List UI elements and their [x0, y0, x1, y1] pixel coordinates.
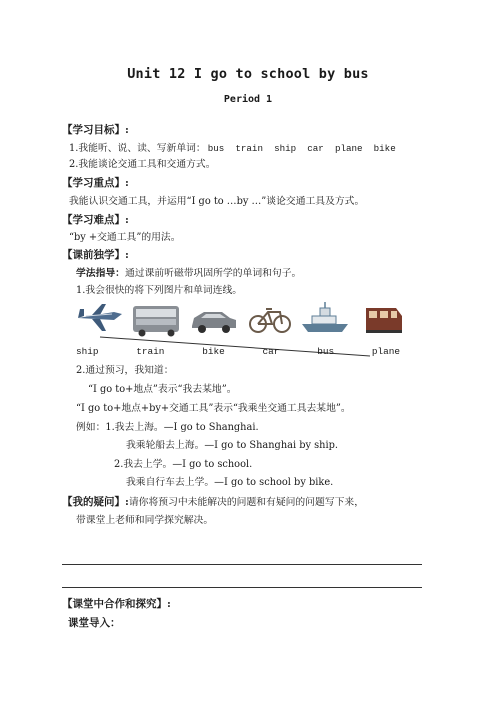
example-1b: 我乘轮船去上海。—I go to Shanghai by ship. [126, 440, 339, 451]
example-1a: 例如：1.我去上海。—I go to Shanghai. [76, 422, 259, 433]
questions-line-1 [62, 494, 364, 509]
goal-word: plane [334, 143, 363, 154]
answer-rule-1 [62, 564, 422, 565]
word-option: plane [371, 346, 400, 357]
questions-text-1: 请你将预习中未能解决的问题和有疑问的问题写下来， [128, 497, 365, 508]
page-title: Unit 12 I go to school by bus [127, 66, 369, 82]
example-2b: 我乘自行车去上学。—I go to school by bike. [126, 477, 334, 488]
goals-heading: 【学习目标】: [62, 124, 129, 136]
word-option: bike [202, 346, 225, 357]
goal-word: bus [207, 143, 225, 154]
classwork-heading: 【课堂中合作和探究】: [62, 598, 171, 610]
example-2a: 2.我去上学。—I go to school. [114, 459, 253, 470]
goal-word: ship [274, 143, 297, 154]
goal-word: car [307, 143, 324, 154]
focus-text: 我能认识交通工具，并运用“I go to …by …”谈论交通工具及方式。 [69, 196, 365, 207]
word-option: ship [76, 346, 99, 357]
difficulty-text: “by +交通工具”的用法。 [69, 232, 181, 243]
focus-heading: 【学习重点】: [62, 177, 129, 189]
answer-rule-2 [62, 587, 422, 588]
goals-line-2: 2.我能谈论交通工具和交通方式。 [69, 159, 216, 170]
questions-line-2: 带课堂上老师和同学探究解决。 [76, 515, 214, 526]
knowledge-2: “I go to+地点+by+交通工具”表示“我乘坐交通工具去某地”。 [76, 403, 351, 414]
method-label: 学法指导： [76, 268, 125, 279]
knowledge-1: “I go to+地点”表示“我去某地”。 [88, 384, 237, 395]
word-row [76, 346, 400, 357]
task-2: 2.通过预习，我知道： [76, 365, 174, 376]
method-text: 通过课前听磁带巩固所学的单词和句子。 [124, 268, 302, 279]
word-option: car [262, 346, 280, 357]
difficulty-heading: 【学习难点】: [62, 214, 129, 226]
word-option: train [136, 346, 165, 357]
period-label: Period 1 [223, 94, 273, 105]
preview-heading: 【课前独学】: [62, 249, 129, 261]
classwork-intro: 课堂导入： [68, 617, 121, 629]
task-1: 1.我会很快的将下列图片和单词连线。 [76, 285, 243, 296]
word-option: bus [317, 346, 335, 357]
goal-word: train [235, 143, 263, 154]
goals-line-1-prefix: 1.我能听、说、读、写新单词： [69, 143, 206, 154]
goal-word: bike [373, 143, 396, 154]
questions-heading: 【我的疑问】: [62, 496, 129, 508]
